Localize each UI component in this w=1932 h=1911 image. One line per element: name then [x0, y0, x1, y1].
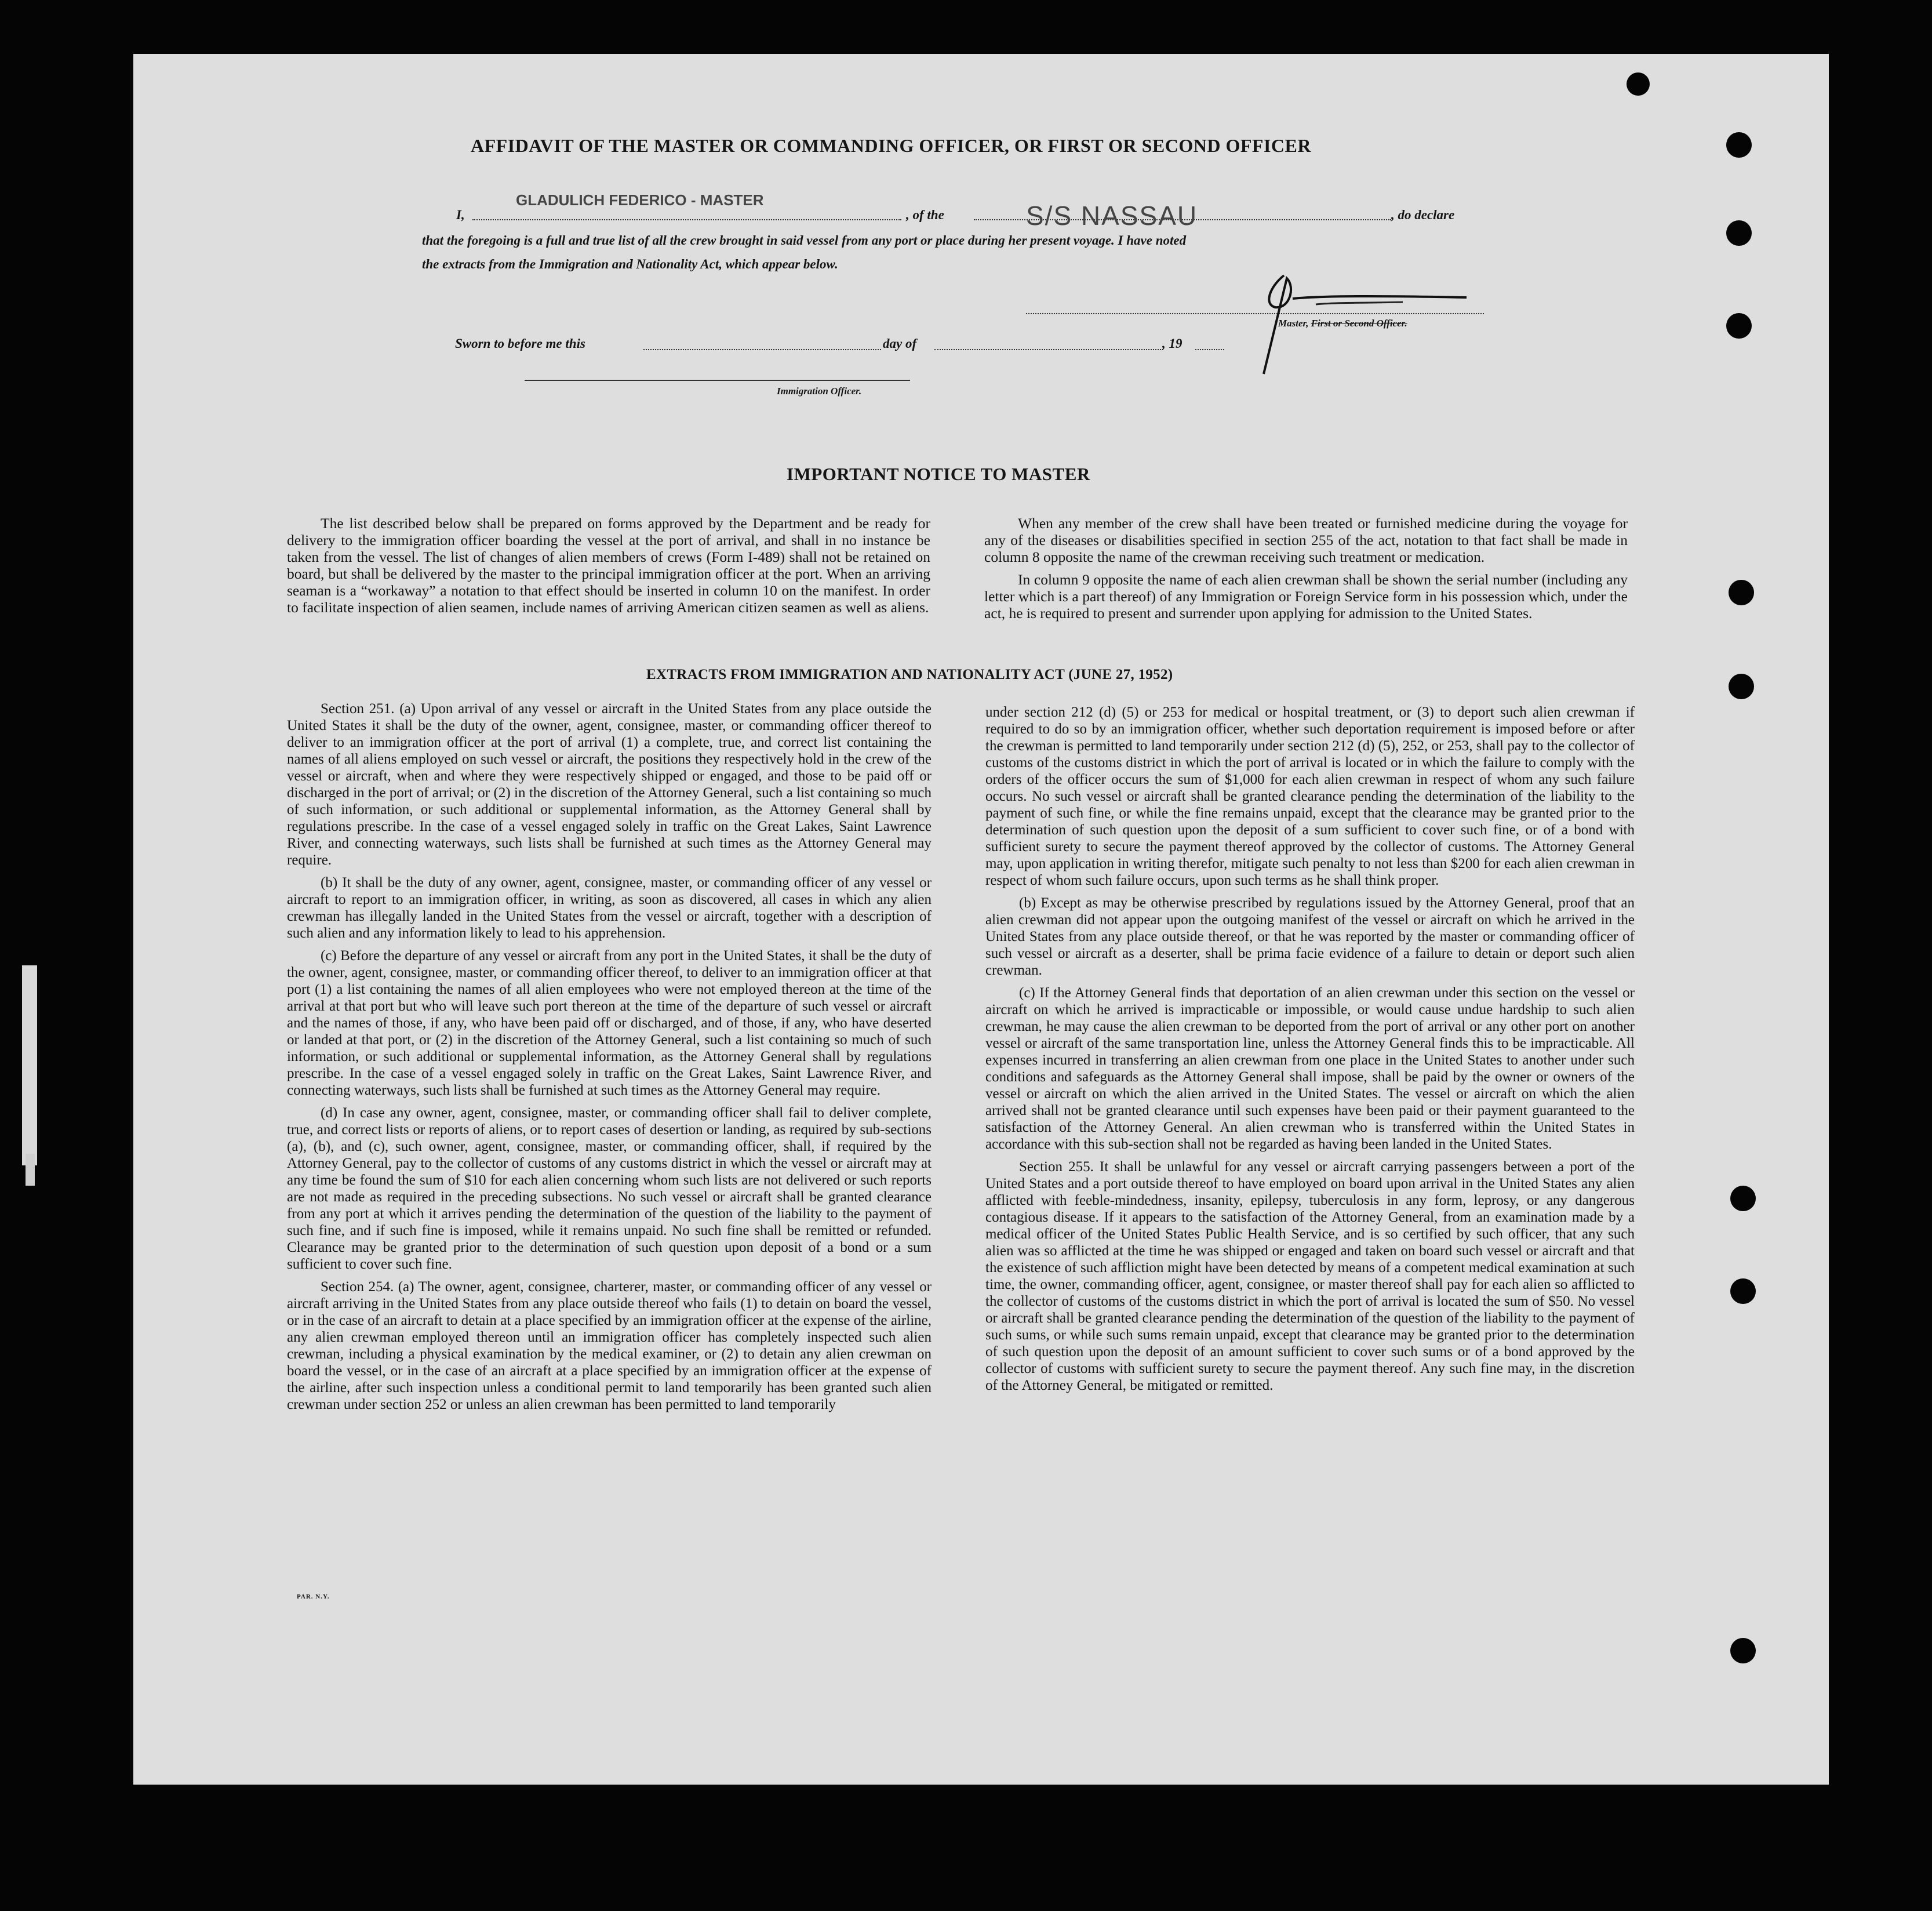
binder-hole — [1729, 674, 1754, 699]
binder-hole — [1730, 1638, 1756, 1663]
vessel-name: S/S NASSAU — [1026, 201, 1198, 231]
master-label: Master, — [1278, 318, 1309, 329]
act-section: (b) It shall be the duty of any owner, agent, consignee, master, or commanding officer of any vessel or aircraft to report to an immigration officer, in writing, as soon as discovered, all cases in which any alien crewman has illegally landed in the United States from the vessel or aircraft, together with a description of such alien and any information likely to lead to his apprehension. — [287, 875, 932, 941]
act-section: under section 212 (d) (5) or 253 for medical or hospital treatment, or (3) to deport such alien crewman if required to do so by an immigration officer, whether such deportation requirement is imposed before or after the crewman is permitted to land temporarily under section 212 (d) (5), 252, or 253, shall pay to the collector of customs of the customs district in which the port of arrival is located or in which the failure to comply with the orders of the officer occurs the sum of $1,000 for each alien crewman in respect of whom any such failure occurs. No such vessel or aircraft shall be granted clearance pending the determination of the liability to the payment of such fine, or while the fine remains unpaid, except that the clearance may be granted prior to the determination of such question upon the deposit of a sum sufficient to cover such fine, or of a bond with sufficient surety to secure the payment thereof approved by the collector of customs. The Attorney General may, upon application in writing therefor, mitigate such penalty to not less than $200 for each alien crewman in respect of whom such failure occurs, upon such terms as he shall think proper. — [985, 704, 1635, 888]
notice-paragraph: The list described below shall be prepared on forms approved by the Department and be ready for delivery to the immigration officer boarding the vessel at the port of arrival, and shall in no instance be taken from the vessel. The list of changes of alien members of crews (Form I-489) shall not be retained on board, but shall be delivered by the master to the principal immigration officer at the port. When an arriving seaman is a “workaway” a notation to that effect should be inserted in column 10 on the manifest. In order to facilitate inspection of alien seamen, include names of arriving American citizen seamen as well as aliens. — [287, 515, 930, 616]
statement-line-1: that the foregoing is a full and true list of all the crew brought in said vessel from any port or place during her present voyage. I have noted — [422, 233, 1187, 248]
act-section: Section 254. (a) The owner, agent, consignee, charterer, master, or commanding officer of any vessel or aircraft arriving in the United States from any place outside thereof who fails (1) to detain on board the vessel, or in the case of an aircraft to detain at a place specified by an immigration officer at the expense of the airline, any alien crewman employed thereon until an immigration officer has completely inspected such alien crewman, including a physical examination by the medical examiner, or (2) to detain any alien crewman on board the vessel, or in the case of an aircraft at a place specified by an immigration officer at the expense of the airline, after such inspection unless a conditional permit to land temporarily has been granted such alien crewman under section 252 or unless an alien crewman has been permitted to land temporarily — [287, 1279, 932, 1412]
officer-caption: Immigration Officer. — [777, 386, 862, 397]
extracts-left-column — [287, 700, 932, 1413]
extracts-title: EXTRACTS FROM IMMIGRATION AND NATIONALITY ACT (JUNE 27, 1952) — [646, 667, 1173, 682]
binder-hole — [1730, 1186, 1756, 1211]
binder-hole — [1726, 313, 1752, 339]
act-section: Section 251. (a) Upon arrival of any vessel or aircraft in the United States from any place outside the United States it shall be the duty of the owner, agent, consignee, master, or commanding officer thereof to deliver to an immigration officer at the port of arrival (1) a complete, true, and correct list containing the names of all aliens employed on such vessel or aircraft, the positions they respectively hold in the crew of the vessel or aircraft, when and where they were respectively shipped or engaged, and those to be paid off or discharged in the port of arrival; or (2) in the discretion of the Attorney General, such a list containing so much of such information, or such additional or supplemental information, as the Attorney General shall by regulations prescribe. In the case of a vessel engaged solely in traffic on the Great Lakes, Saint Lawrence River, and connecting waterways, such lists shall be furnished at such times as the Attorney General may require. — [287, 701, 932, 868]
act-section: (d) In case any owner, agent, consignee, master, or commanding officer shall fail to deliver complete, true, and correct lists or reports of aliens, or to report cases of desertion or landing, as required by sub-sections (a), (b), and (c), such owner, agent, consignee, master, or commanding officer, shall, if required by the Attorney General, pay to the collector of customs of any customs district in which the vessel or aircraft may at any time be found the sum of $10 for each alien concerning whom such lists are not delivered or such reports are not made as required in the preceding subsections. No such vessel or aircraft shall be granted clearance from any port at which it arrives pending the determination of the question of the liability to the payment of such fine, and if such fine is imposed, while it remains unpaid. No such fine shall be remitted or refunded. Clearance may be granted prior to the determination of such question upon deposit of a bond or a sum sufficient to cover such fine. — [287, 1105, 932, 1272]
day-of-label: day of — [883, 336, 917, 351]
statement-line-2: the extracts from the Immigration and Nationality Act, which appear below. — [422, 257, 838, 271]
year-label: , 19 — [1162, 336, 1183, 351]
signature-caption — [1278, 318, 1407, 329]
notice-title: IMPORTANT NOTICE TO MASTER — [787, 464, 1090, 484]
i-label: I, — [456, 208, 465, 222]
notice-paragraph: When any member of the crew shall have been treated or furnished medicine during the voyage for any of the diseases or disabilities specified in section 255 of the act, notation to that fact shall be made in column 8 opposite the name of the crewman receiving such treatment or medication. — [984, 515, 1628, 566]
struck-officer-label: First or Second Officer. — [1311, 318, 1407, 329]
act-section: (c) If the Attorney General finds that deportation of an alien crewman under this section on the vessel or aircraft on which he arrived is impracticable or impossible, or would cause undue hardship to such alien crewman, he may cause the alien crewman to be deported from the port of arrival or any other port on another vessel or aircraft of the same transportation line, unless the Attorney General finds this to be impracticable. All expenses incurred in transferring an alien crewman from one place in the United States to another under such conditions and safeguards as the Attorney General shall impose, shall be paid by the owner or owners of the vessel or aircraft on which the alien arrived in the United States. The vessel or aircraft on which the alien arrived shall not be granted clearance until such expenses have been paid or their payment guaranteed to the satisfaction of the Attorney General. An alien crewman who is transferred within the United States in accordance with this sub-section shall not be regarded as having been landed in the United States. — [985, 985, 1635, 1152]
edge-tab — [26, 1154, 35, 1186]
sworn-label: Sworn to before me this — [455, 336, 585, 351]
do-declare-label: , do declare — [1391, 208, 1455, 222]
binder-hole — [1726, 220, 1752, 246]
binder-hole — [1729, 580, 1754, 605]
binder-hole — [1730, 1278, 1756, 1304]
act-section: (b) Except as may be otherwise prescribed by regulations issued by the Attorney General, proof that an alien crewman did not appear upon the outgoing manifest of the vessel or aircraft on which he arrived in the United States from any place outside thereof, or that he was reported by the master or commanding officer of such vessel or aircraft as a deserter, shall be prima facie evidence of a failure to detain or deport such alien crewman. — [985, 895, 1635, 978]
printer-mark: PAR. N.Y. — [297, 1593, 330, 1600]
act-section: Section 255. It shall be unlawful for any vessel or aircraft carrying passengers between a port of the United States and a port outside thereof to have employed on board upon arrival in the United States any alien afflicted with feeble-mindedness, insanity, epilepsy, tuberculosis in any form, leprosy, or any dangerous contagious disease. If it appears to the satisfaction of the Attorney General, from an examination made by a medical officer of the United States Public Health Service, and is so certified by such officer, that any such alien was so afflicted at the time he was shipped or engaged and taken on board such vessel or aircraft and that the existence of such affliction might have been detected by means of a competent medical examination at such time, the owner, commanding officer, agent, consignee, or master thereof shall pay for each alien so afflicted to the collector of customs of the customs district in which the port of arrival is located the sum of $50. No vessel or aircraft shall be granted clearance pending the determination of the question of the liability to the payment of such sums, or while such sums remain unpaid, except that clearance may be granted prior to the determination of such question upon the deposit of an amount sufficient to cover such sums or of a bond approved by the collector of customs with sufficient surety to secure the payment thereof. Any such fine may, in the discretion of the Attorney General, be mitigated or remitted. — [985, 1159, 1635, 1393]
binder-hole — [1726, 132, 1752, 158]
act-section: (c) Before the departure of any vessel or aircraft from any port in the United States, it shall be the duty of the owner, agent, consignee, master, or commanding officer thereof, to deliver to an immigration officer at that port (1) a list containing the names of all alien employees who were not employed thereon at the time of the arrival at that port but who will leave such port thereon at the time of the departure of such vessel or aircraft and the names of those, if any, who have been paid off or discharged, and of those, if any, who have deserted or landed at that port, or (2) in the discretion of the Attorney General, such a list containing so much of such information, or such additional or supplemental information, as the Attorney General shall by regulations prescribe. In the case of a vessel engaged solely in traffic on the Great Lakes, Saint Lawrence River, and connecting waterways, such lists shall be furnished at such times as the Attorney General may require. — [287, 948, 932, 1098]
of-the-label: , of the — [906, 208, 944, 222]
edge-tab — [22, 965, 37, 1165]
declarant-line — [472, 219, 901, 220]
sworn-year-line — [1195, 349, 1224, 350]
extracts-right-column — [985, 704, 1635, 1394]
notice-right-column — [984, 515, 1628, 622]
sworn-month-line — [934, 349, 1163, 350]
affidavit-title: AFFIDAVIT OF THE MASTER OR COMMANDING OFFICER, OR FIRST OR SECOND OFFICER — [471, 135, 1311, 156]
officer-signature-line — [525, 380, 910, 381]
notice-paragraph: In column 9 opposite the name of each alien crewman shall be shown the serial number (including any letter which is a part thereof) of any Immigration or Foreign Service form in his possession which, under the act, he is required to present and surrender upon applying for admission to the United States. — [984, 571, 1628, 622]
declarant-name: GLADULICH FEDERICO - MASTER — [516, 191, 764, 209]
binder-hole — [1627, 72, 1650, 96]
notice-left-column — [287, 515, 930, 616]
sworn-day-line — [643, 349, 881, 350]
